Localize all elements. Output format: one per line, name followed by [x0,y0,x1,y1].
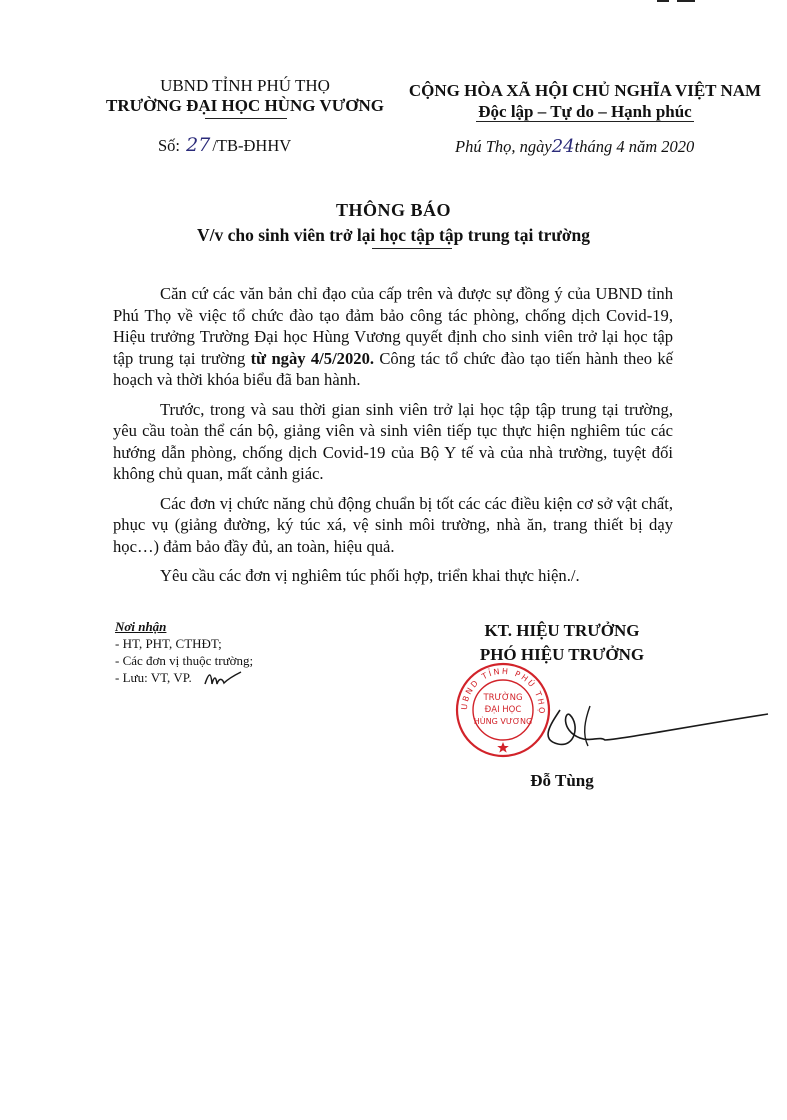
seal-line-1: TRƯỜNG [483,693,523,703]
number-handwritten: 27 [186,134,211,156]
motto-underline [476,121,694,122]
signer-name: Đỗ Tùng [530,771,594,790]
date-prefix: Phú Thọ, ngày [455,137,552,156]
handwritten-signature-icon [520,700,770,760]
date-day-handwritten: 24 [551,136,575,157]
signer-title: PHÓ HIỆU TRƯỞNG [479,645,645,664]
effective-date: từ ngày 4/5/2020. [250,348,375,368]
paragraph-1: Căn cứ các văn bản chỉ đạo của cấp trên và được sự đồng ý của UBND tỉnh Phú Thọ về việc tổ chức đào tạo đảm bảo công tác phòng, chống dịch Covid-19, Hiệu trưởng Trường Đại học Hùng Vương quyết định cho sinh viên trở lại học tập tập trung tại trường từ ngày 4/5/2020. Công tác tổ chức đào tạo tiến hành theo kế hoạch và thời khóa biểu đã ban hành. [113,284,673,389]
document-body [113,283,673,595]
country-name: CỘNG HÒA XÃ HỘI CHỦ NGHĨA VIỆT NAM [408,81,762,100]
seal-ring-text: UBND TỈNH PHÚ THỌ [459,666,547,716]
paragraph-2: Trước, trong và sau thời gian sinh viên trở lại học tập tập trung tại trường, yêu cầu toàn thể cán bộ, giảng viên và sinh viên tiếp tục thực hiện nghiêm túc các hướng dẫn phòng, chống dịch Covid-19 của Bộ Y tế và của nhà trường, tuyệt đối không chủ quan, mất cảnh giác. [113,399,673,483]
motto: Độc lập – Tự do – Hạnh phúc [478,102,692,121]
org-parent: UBND TỈNH PHÚ THỌ [160,76,330,95]
recipient-item: - Lưu: VT, VP. [115,670,192,685]
subject-underline [372,248,452,249]
org-name: TRƯỜNG ĐẠI HỌC HÙNG VƯƠNG [106,96,384,115]
national-header [395,80,775,122]
initials-scribble-icon [203,668,243,690]
document-number [158,134,291,156]
document-date [455,136,694,157]
recipient-item: - HT, PHT, CTHĐT; [115,636,222,651]
signer-role: KT. HIỆU TRƯỞNG [484,621,640,640]
date-suffix: tháng 4 năm 2020 [574,137,695,156]
document-subject: V/v cho sinh viên trở lại học tập tập trung tại trường [196,225,591,245]
paragraph-4: Yêu cầu các đơn vị nghiêm túc phối hợp, triển khai thực hiện./. [160,566,580,585]
seal-line-3: HÙNG VƯƠNG [473,717,533,726]
org-underline [205,118,287,119]
document-title: THÔNG BÁO [335,200,451,220]
issuing-organization [100,76,390,116]
seal-line-2: ĐẠI HỌC [484,705,522,715]
recipient-item: - Các đơn vị thuộc trường; [115,653,254,668]
number-suffix: /TB-ĐHHV [212,136,292,155]
scan-mark-icon [657,0,697,3]
number-prefix: Số: [158,136,181,155]
signature-block [462,619,662,667]
recipients-heading: Nơi nhận [115,619,167,634]
paragraph-3: Các đơn vị chức năng chủ động chuẩn bị tốt các các điều kiện cơ sở vật chất, phục vụ (giảng đường, ký túc xá, vệ sinh môi trường, nhà ăn, trang thiết bị dạy học…) đảm bảo đầy đủ, an toàn, hiệu quả. [113,493,673,556]
